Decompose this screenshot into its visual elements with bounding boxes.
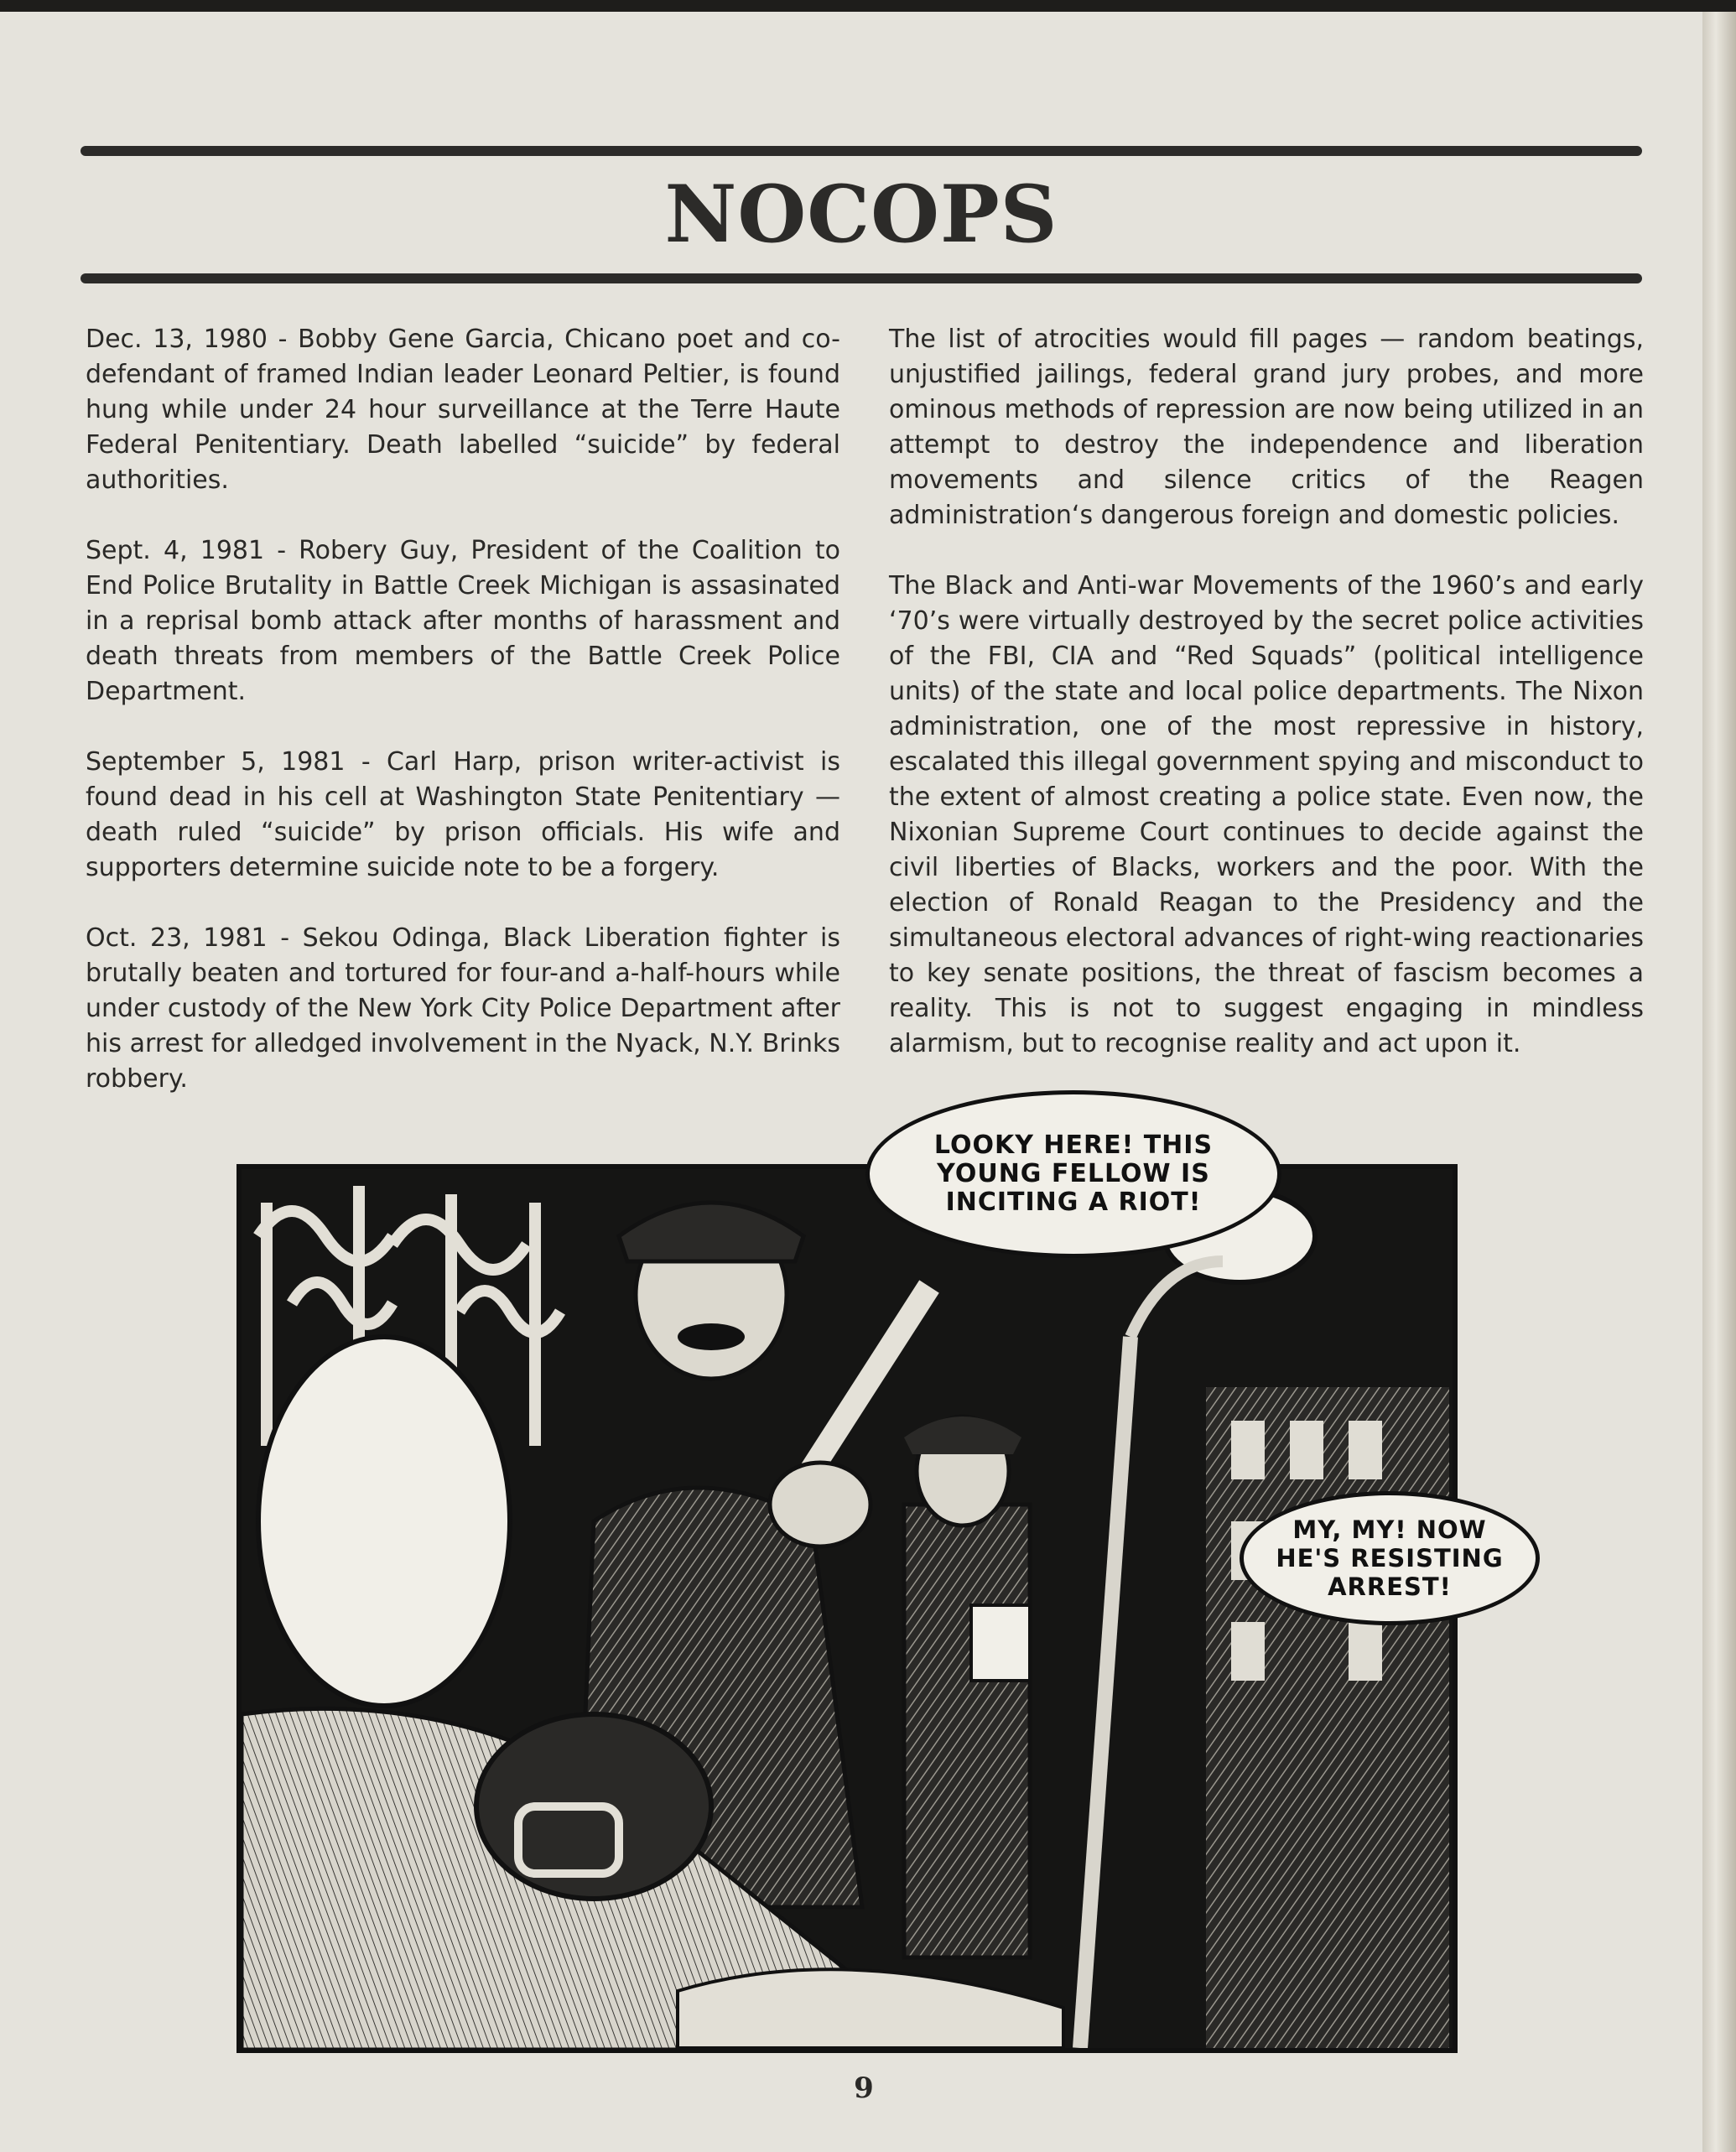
paragraph-atrocities: The list of atrocities would fill pages — random beatings, unjustified jailings, federal grand jury probes, and more ominous methods of repression are now being utilized in an attempt to destroy the independence and liberation movements and silence critics of the Reagen administration‘s dangerous foreign and domestic policies. (889, 325, 1644, 530)
title-rule-bottom (81, 273, 1642, 283)
page-number: 9 (854, 2071, 874, 2105)
paragraph-garcia: Dec. 13, 1980 - Bobby Gene Garcia, Chicano poet and co-defendant of framed Indian leader Leonard Peltier, is found hung while under 24 hour surveillance at the Terre Haute Federal Penitentiary. Death labelled “suicide” by federal authorities. (86, 325, 840, 495)
comic-drawing (242, 1169, 1453, 2048)
speech-bubble-resisting-arrest: MY, MY! NOW HE'S RESISTING ARREST! (1240, 1491, 1540, 1625)
paragraph-guy: Sept. 4, 1981 - Robery Guy, President of the Coalition to End Police Brutality in Battle Creek Michigan is assasinated in a reprisal bomb attack after months of harassment and death threats from members of the Battle Creek Police Department. (86, 536, 840, 706)
paragraph-odinga: Oct. 23, 1981 - Sekou Odinga, Black Liberation fighter is brutally beaten and tortured for four-and a-half-hours while under custody of the New York City Police Department after his arrest for alledged involvement in the Nyack, N.Y. Brinks robbery. (86, 923, 840, 1094)
title-rule-top (81, 146, 1642, 156)
paragraph-movements: The Black and Anti-war Movements of the 1960’s and early ‘70’s were virtually destroyed by the secret police activities of the FBI, CIA and “Red Squads” (political intelligence units) of the state and local police departments. The Nixon administration, one of the most repressive in history, escalated this illegal government spying and misconduct to the extent of almost creating a police state. Even now, the Nixonian Supreme Court continues to decide against the civil liberties of Blacks, workers and the poor. With the election of Ronald Reagan to the Presidency and the simultaneous electoral advances of right-wing reactionaries to key senate positions, the threat of fascism becomes a reality. This is not to suggest engaging in mindless alarmism, but to recognise reality and act upon it. (889, 571, 1644, 1058)
page-edge (1702, 12, 1736, 2152)
speech-bubble-inciting-riot: LOOKY HERE! THIS YOUNG FELLOW IS INCITING A RIOT! (865, 1090, 1281, 1258)
right-column (889, 322, 1644, 1097)
paragraph-harp: September 5, 1981 - Carl Harp, prison writer-activist is found dead in his cell at Washington State Penitentiary — death ruled “suicide” by prison officials. His wife and supporters determine suicide note to be a forgery. (86, 747, 840, 882)
buildings (1206, 1387, 1449, 2048)
left-column (86, 322, 840, 1132)
comic-illustration (236, 1164, 1458, 2053)
page-title: NOCOPS (664, 169, 1058, 261)
